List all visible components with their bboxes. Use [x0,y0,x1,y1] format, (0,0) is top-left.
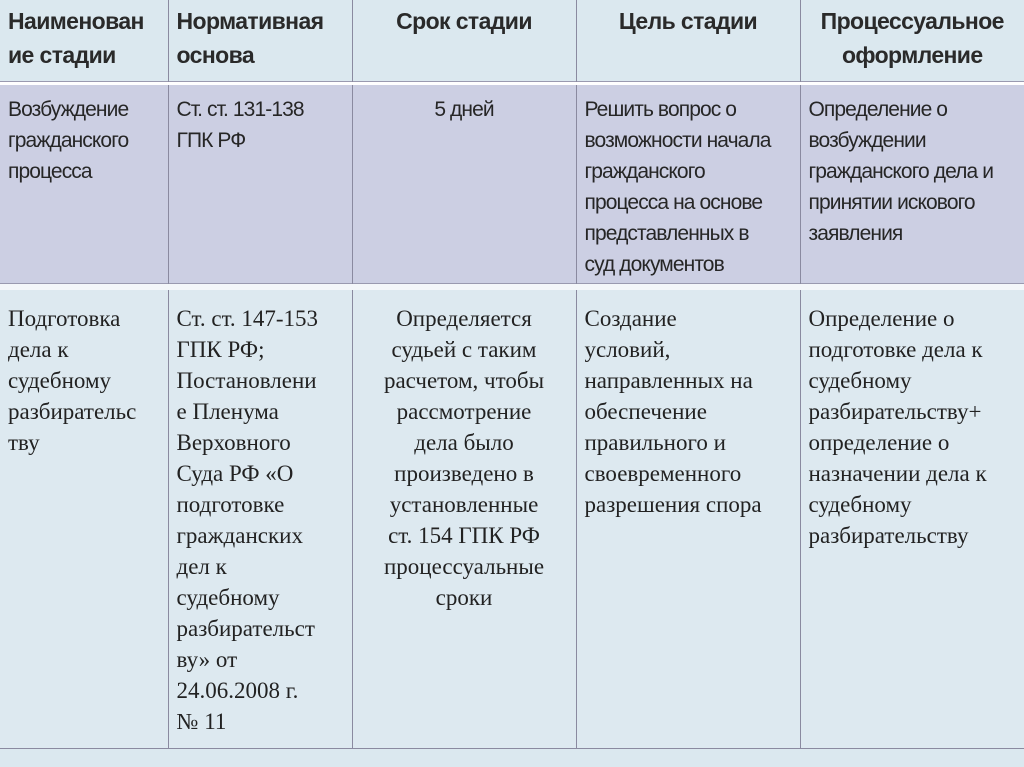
cell-text: Подготовка дела к судебному разбирательс тву [8,306,137,455]
cell-text: Решить вопрос о возможности начала гражданского процесса на основе представленных в суд документов [584,98,771,276]
header-normative-basis: Нормативная основа [168,0,352,84]
cell-procedural-formalization [800,287,1024,749]
cell-stage-goal [576,287,800,749]
cell-text: 5 дней [434,98,494,121]
cell-text: Создание условий, направленных на обеспечение правильного и своевременного разрешения спора [584,306,762,517]
cell-stage-term [352,84,576,288]
cell-normative-basis [168,84,352,288]
cell-text: Ст. ст. 147-153 ГПК РФ; Постановлени е Пленума Верховного Суда РФ «О подготовке гражданских дел к судебному разбирательст ву» от 24.06.2008 г. № 11 [176,306,319,734]
cell-normative-basis [168,287,352,749]
cell-text: Определение о возбуждении гражданского дела и принятии искового заявления [808,98,994,245]
table-row [0,287,1024,749]
header-procedural-formalization: Процессуальное оформление [800,0,1024,84]
cell-stage-name [0,287,168,749]
header-stage-name: Наименован ие стадии [0,0,168,84]
table-header-row [0,0,1024,84]
cell-text: Ст. ст. 131-138 ГПК РФ [176,98,304,152]
header-stage-goal: Цель стадии [576,0,800,84]
table-row [0,84,1024,288]
header-stage-term: Срок стадии [352,0,576,84]
cell-stage-term [352,287,576,749]
cell-procedural-formalization [800,84,1024,288]
cell-text: Определение о подготовке дела к судебному разбирательству+ определение о назначении дела к судебному разбирательству [808,306,987,548]
cell-stage-goal [576,84,800,288]
cell-text: Возбуждение гражданского процесса [8,98,129,183]
cell-text: Определяется судьей с таким расчетом, чтобы рассмотрение дела было произведено в установленные ст. 154 ГПК РФ процессуальные сроки [383,306,545,610]
cell-stage-name [0,84,168,288]
